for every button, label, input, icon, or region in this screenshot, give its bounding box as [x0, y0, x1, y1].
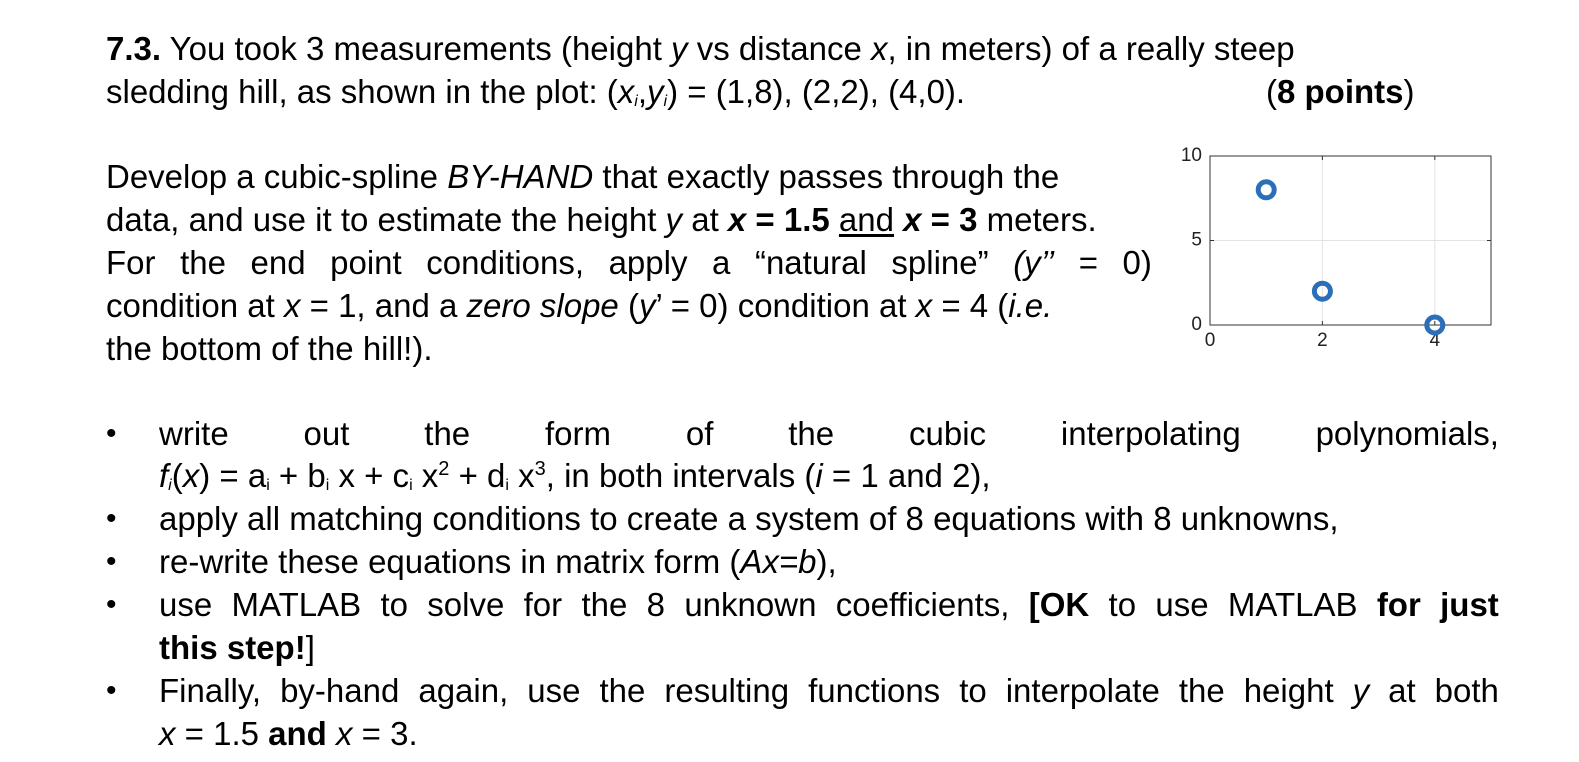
bullet-3-text: re-write these equations in matrix form (Ax=b),	[159, 543, 837, 580]
plot-ticks	[1181, 145, 1491, 351]
paragraph-line-4: condition at x = 1, and a zero slope (y’ = 0) condition at x = 4 (i.e.	[106, 287, 1053, 324]
paragraph-line-2: data, and use it to estimate the height y at x = 1.5 and x = 3 meters.	[106, 201, 1097, 238]
bullet-3-glyph: •	[106, 545, 117, 578]
bullet-2-glyph: •	[106, 502, 117, 535]
bullet-2-text: apply all matching conditions to create a system of 8 equations with 8 unknowns,	[159, 500, 1339, 537]
bullet-4-line-2: this step!]	[159, 629, 315, 666]
data-point-1	[1258, 182, 1274, 198]
bullet-4-line-1: use MATLAB to solve for the 8 unknown coefficients, [OK to use MATLAB for just	[159, 586, 1499, 623]
measurement-plot	[1160, 140, 1500, 370]
y-tick-label-0: 0	[1191, 314, 1202, 336]
y-tick-label-5: 5	[1191, 229, 1202, 251]
problem-number: 7.3.	[106, 30, 162, 67]
bullet-5-line-1: Finally, by-hand again, use the resulting functions to interpolate the height y at both	[159, 672, 1499, 709]
problem-statement-line-1: 7.3. You took 3 measurements (height y vs distance x, in meters) of a really steep	[106, 30, 1295, 67]
x-tick-label-0: 0	[1204, 329, 1216, 351]
points-label: (8 points)	[1266, 73, 1415, 110]
paragraph-line-5: the bottom of the hill!).	[106, 330, 433, 367]
paragraph-line-3: For the end point conditions, apply a “natural spline” (y’’ = 0)	[106, 244, 1152, 281]
bullet-1-line-2: fi(x) = ai + bi x + ci $x^2$ + di $x^3$, in both intervals (i = 1 and 2),	[159, 457, 991, 494]
paragraph-line-1: Develop a cubic-spline BY-HAND that exactly passes through the	[106, 158, 1060, 195]
plot-points	[1258, 182, 1443, 333]
plot-grid	[1210, 156, 1491, 325]
x-tick-label-4: 4	[1429, 329, 1441, 351]
bullet-4-glyph: •	[106, 588, 117, 621]
y-tick-label-10: 10	[1180, 145, 1202, 167]
bullet-5-line-2: x = 1.5 and x = 3.	[159, 715, 418, 752]
problem-statement-line-2: sledding hill, as shown in the plot: (xi,yi) = (1,8), (2,2), (4,0).	[106, 73, 966, 110]
bullet-5-glyph: •	[106, 674, 117, 707]
x-tick-label-2: 2	[1317, 329, 1328, 351]
bullet-1-glyph: •	[106, 417, 117, 450]
bullet-1-line-1: write out the form of the cubic interpolating polynomials,	[159, 415, 1499, 452]
